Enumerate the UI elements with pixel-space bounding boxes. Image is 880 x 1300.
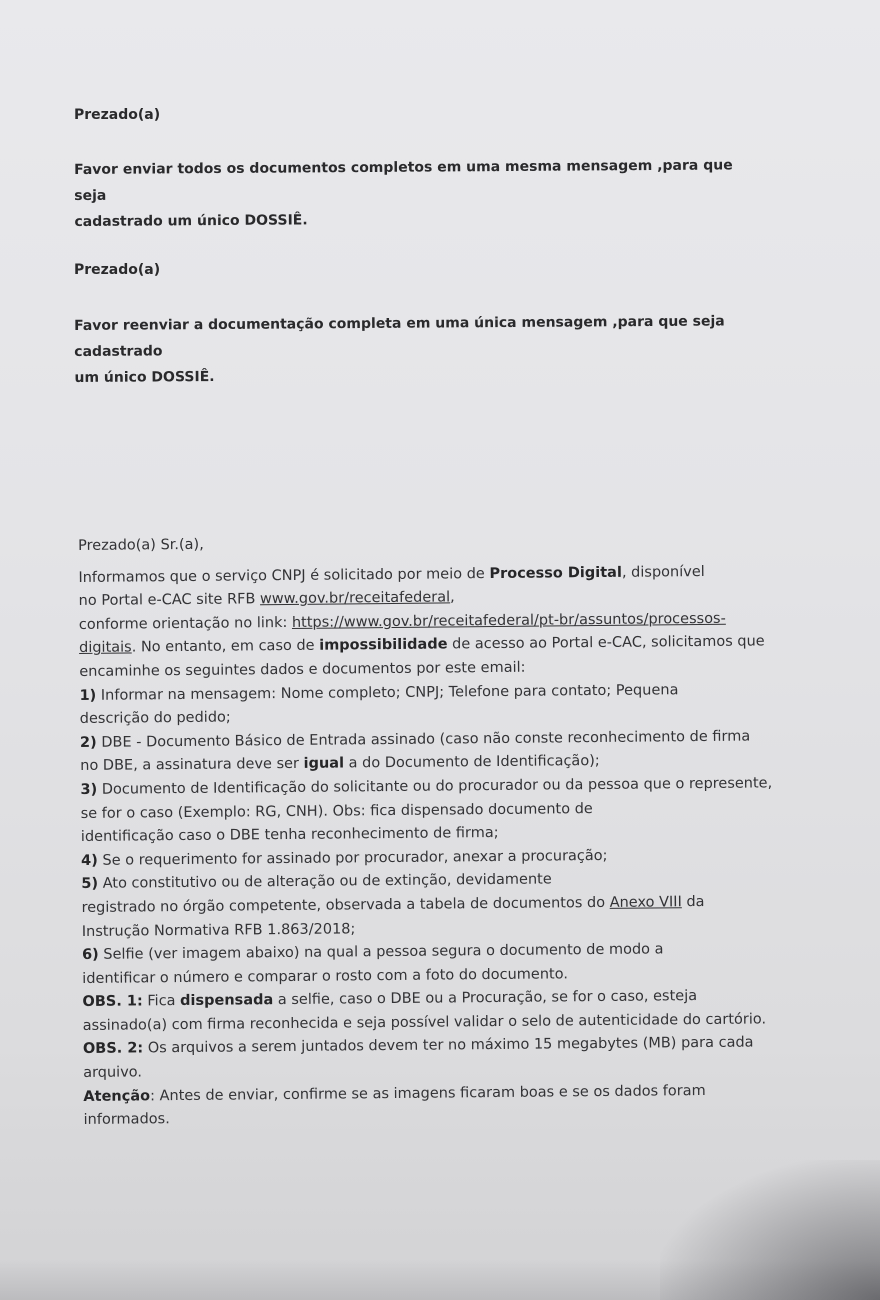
memo2-greeting	[74, 257, 160, 283]
list-item-4: 4) Se o requerimento for assinado por procurador, anexar a procuração;	[81, 847, 608, 869]
anexo-viii-link[interactable]: Anexo VIII	[609, 894, 682, 911]
list-item-6-cont: identificar o número e comparar o rosto com a foto do documento.	[82, 966, 568, 987]
obs-1-cont: assinado(a) com firma reconhecida e seja possível validar o selo de autenticidade do cartório.	[82, 1011, 767, 1034]
memo1-greeting	[74, 102, 160, 128]
receitafederal-link[interactable]: www.gov.br/receitafederal	[259, 589, 451, 608]
memo2-body-line: Favor reenviar a documentação completa em uma única mensagem ,para que seja cadastrado	[74, 313, 725, 360]
attention-note-cont: informados.	[83, 1111, 170, 1129]
impossibilidade-emphasis: impossibilidade	[319, 636, 448, 655]
igual-emphasis: igual	[303, 755, 345, 773]
intro-line: encaminhe os seguintes dados e documentos por este email:	[79, 659, 526, 680]
processos-digitais-link-cont[interactable]: digitais	[79, 639, 132, 657]
list-item-2-cont: no DBE, a assinatura deve ser igual a do Documento de Identificação);	[80, 753, 600, 775]
obs-2: OBS. 2: Os arquivos a serem juntados devem ter no máximo 15 megabytes (MB) para cada	[82, 1035, 754, 1058]
memo2-body	[74, 308, 805, 391]
memo1-body-line: cadastrado um único DOSSIÊ.	[74, 212, 308, 230]
obs-1: OBS. 1: Fica dispensada a selfie, caso o DBE ou a Procuração, se for o caso, esteja	[82, 988, 698, 1011]
list-item-5-cont: registrado no órgão competente, observada a tabela de documentos do Anexo VIII da	[81, 893, 705, 916]
processos-digitais-link[interactable]: https://www.gov.br/receitafederal/pt-br/assuntos/processos-	[291, 610, 726, 631]
obs-2-cont: arquivo.	[83, 1064, 143, 1082]
attention-label: Atenção	[83, 1087, 151, 1105]
attention-note: Atenção: Antes de enviar, confirme se as imagens ficaram boas e se os dados foram	[83, 1082, 706, 1105]
list-item-3: 3) Documento de Identificação do solicitante ou do procurador ou da pessoa que o represente,	[80, 775, 773, 798]
list-item-1: 1) Informar na mensagem: Nome completo; CNPJ; Telefone para contato; Pequena	[79, 681, 679, 704]
corner-shadow	[660, 1160, 880, 1300]
intro-line: Informamos que o serviço CNPJ é solicitado por meio de Processo Digital, disponível	[78, 563, 705, 586]
memo2-greeting-text: Prezado(a)	[74, 262, 161, 278]
memo1-greeting-text: Prezado(a)	[74, 107, 161, 123]
list-item-5-cont: Instrução Normativa RFB 1.863/2018;	[81, 920, 356, 940]
memo1-body-line: Favor enviar todos os documentos completos em uma mesma mensagem ,para que seja	[74, 157, 733, 204]
intro-line: no Portal e-CAC site RFB www.gov.br/receitafederal,	[78, 589, 455, 610]
list-item-2: 2) DBE - Documento Básico de Entrada assinado (caso não conste reconhecimento de firma	[79, 728, 751, 751]
intro-line: conforme orientação no link: https://www.gov.br/receitafederal/pt-br/assuntos/processos-	[78, 610, 726, 633]
list-item-6: 6) Selfie (ver imagem abaixo) na qual a pessoa segura o documento de modo a	[81, 941, 664, 964]
dispensada-emphasis: dispensada	[180, 992, 274, 1010]
notice-greeting: Prezado(a) Sr.(a),	[78, 536, 204, 554]
list-item-3-cont: se for o caso (Exemplo: RG, CNH). Obs: fica dispensado documento de	[80, 800, 593, 822]
list-item-3-cont: identificação caso o DBE tenha reconhecimento de firma;	[80, 825, 499, 846]
memo1-body	[74, 152, 755, 235]
cnpj-notice	[78, 528, 844, 1133]
memo2-body-line: um único DOSSIÊ.	[74, 369, 215, 386]
intro-line: digitais. No entanto, em caso de impossibilidade de acesso ao Portal e-CAC, solicitamos que	[79, 633, 765, 657]
processo-digital-emphasis: Processo Digital	[489, 564, 622, 582]
obs-2-label: OBS. 2:	[82, 1040, 144, 1058]
obs-1-label: OBS. 1:	[82, 993, 143, 1011]
list-item-5: 5) Ato constitutivo ou de alteração ou de extinção, devidamente	[81, 871, 552, 893]
list-item-1-cont: descrição do pedido;	[79, 709, 231, 728]
